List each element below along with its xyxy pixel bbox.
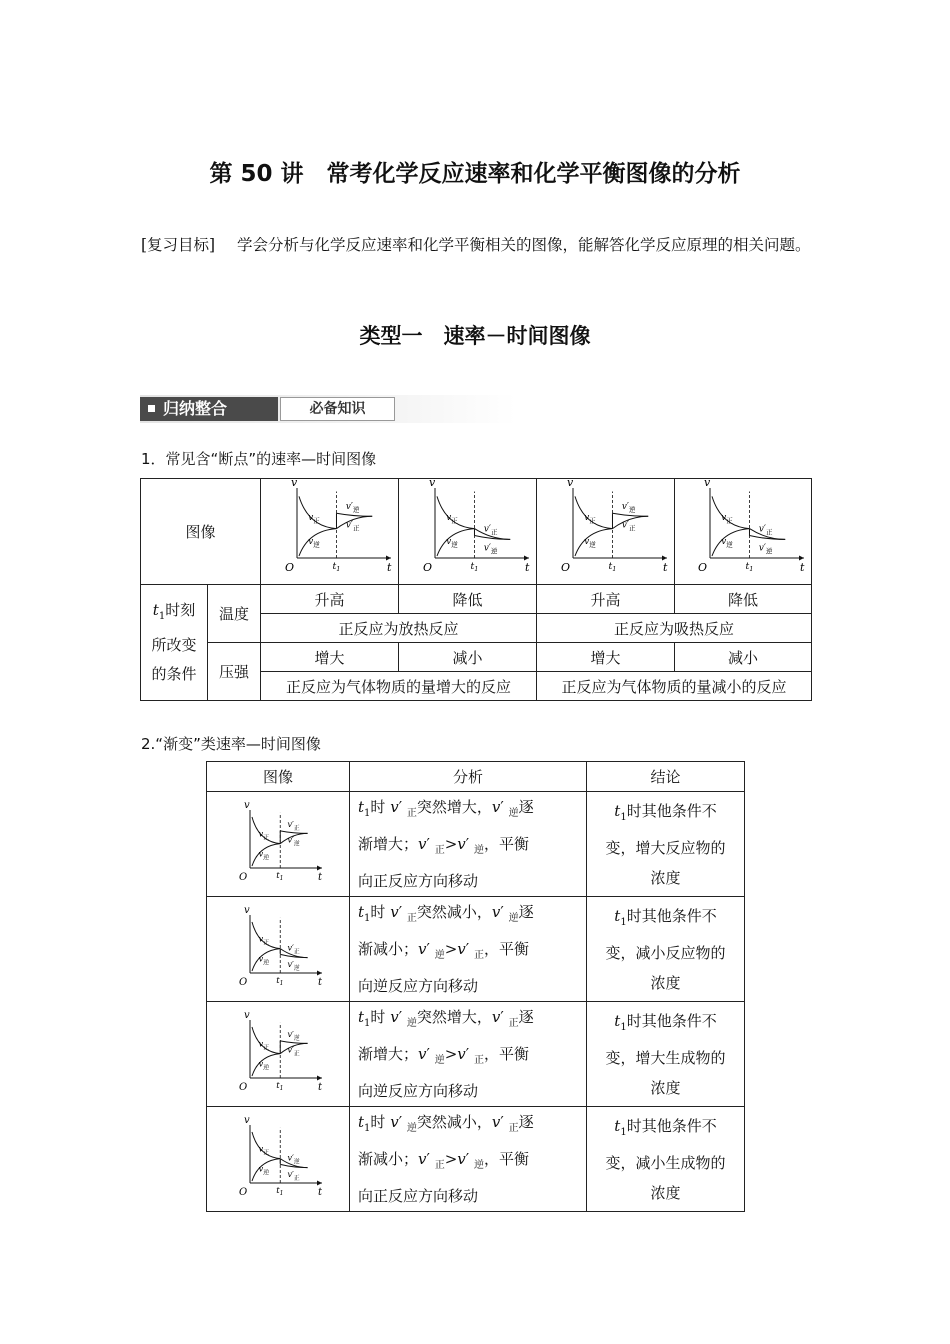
curve-label: $v_正$: [721, 512, 733, 525]
temperature-label: 温度: [208, 585, 261, 643]
x-arrow-icon: [317, 971, 322, 976]
curve-label: $v_逆$: [258, 1059, 270, 1072]
graph-cell: [207, 792, 350, 897]
origin-label: O: [239, 1187, 248, 1198]
temp-result: 正反应为放热反应: [261, 614, 537, 643]
origin-label: O: [698, 560, 708, 574]
section1-heading: 1．常见含“断点”的速率—时间图像: [141, 450, 377, 468]
curve-label: $v_逆$: [445, 536, 458, 549]
section-banner: [140, 395, 516, 423]
graph-cell: [399, 479, 537, 585]
x-arrow-icon: [524, 555, 529, 560]
x-arrow-icon: [662, 555, 667, 560]
curve-label: $v_正$: [258, 1039, 270, 1052]
conclusion-cell: $t_1$时其他条件不 变，增大生成物的 浓度: [587, 1002, 745, 1107]
header-conclusion: 结论: [587, 762, 745, 792]
graph-cell: [207, 1002, 350, 1107]
temp-value: 降低: [399, 585, 537, 614]
t-axis-label: t: [662, 560, 667, 574]
square-icon: [148, 405, 155, 412]
t-axis-label: t: [318, 977, 323, 988]
rate-time-graph: [228, 1010, 328, 1094]
v-axis-label: v: [290, 479, 297, 489]
rate-time-graph: [263, 480, 397, 580]
temp-value: 升高: [537, 585, 675, 614]
rate-time-graph: [401, 480, 535, 580]
graph-cell: [675, 479, 812, 585]
rate-time-graph: [228, 1115, 328, 1199]
pressure-result: 正反应为气体物质的量增大的反应: [261, 672, 537, 701]
rate-time-graph: [228, 905, 328, 989]
curve-label: $v_逆$: [258, 849, 270, 862]
curve-label: $v'_正$: [287, 1045, 300, 1058]
analysis-cell: $t_1$时 v′ $_正$突然减小，v′ $_逆$逐 渐减小；v′ $_逆$>v′ $_正$，平衡 向逆反应方向移动: [350, 897, 587, 1002]
v-axis-label: v: [428, 479, 435, 489]
curve-label: $v_正$: [258, 1144, 270, 1157]
v-axis-label: v: [244, 1115, 250, 1126]
t1-label: $t_1$: [276, 976, 284, 987]
t-axis-label: t: [386, 560, 391, 574]
analysis-cell: $t_1$时 v′ $_正$突然增大，v′ $_逆$逐 渐增大；v′ $_正$>v′ $_逆$，平衡 向正反应方向移动: [350, 792, 587, 897]
x-arrow-icon: [317, 866, 322, 871]
condition-label-line2: 所改变: [151, 636, 197, 654]
curve-label: $v'_正$: [287, 1169, 300, 1182]
v-axis-label: v: [244, 905, 250, 916]
conclusion-cell: $t_1$时其他条件不 变，增大反应物的 浓度: [587, 792, 745, 897]
t-axis-label: t: [318, 1082, 323, 1093]
origin-label: O: [284, 560, 294, 574]
analysis-cell: $t_1$时 v′ $_逆$突然减小，v′ $_正$逐 渐减小；v′ $_正$>v′ $_逆$，平衡 向正反应方向移动: [350, 1107, 587, 1212]
curve-label: $v'_逆$: [287, 959, 300, 972]
rate-time-graph: [228, 800, 328, 884]
curve-label: $v_逆$: [307, 536, 320, 549]
origin-label: O: [560, 560, 570, 574]
rate-time-graph: [539, 480, 673, 580]
t1-label: $t_1$: [469, 560, 478, 573]
pressure-value: 增大: [261, 643, 399, 672]
review-text: 学会分析与化学反应速率和化学平衡相关的图像，能解答化学反应原理的相关问题。: [236, 236, 811, 254]
v-axis-label: v: [566, 479, 573, 489]
temp-value: 升高: [261, 585, 399, 614]
v-axis-label: v: [704, 479, 711, 489]
curve-label: $v'_逆$: [621, 501, 635, 514]
breakpoint-table: [140, 478, 812, 701]
banner-dark-tab: [140, 397, 278, 421]
curve-label: $v'_正$: [345, 519, 359, 532]
curve-label: $v'_逆$: [345, 501, 359, 514]
condition-label-line3: 的条件: [151, 665, 197, 683]
review-tag: [复习目标]: [141, 236, 216, 254]
origin-label: O: [239, 872, 248, 883]
v-axis-label: v: [244, 800, 250, 811]
t1-label: $t_1$: [276, 1186, 284, 1197]
curve-label: $v'_正$: [483, 524, 497, 537]
temp-value: 降低: [675, 585, 812, 614]
x-arrow-icon: [386, 555, 391, 560]
pressure-label: 压强: [208, 643, 261, 701]
origin-label: O: [239, 977, 248, 988]
t1-label: $t_1$: [276, 1081, 284, 1092]
gradual-change-table: [206, 761, 745, 1212]
curve-label: $v'_逆$: [287, 1153, 300, 1166]
header-analysis: 分析: [350, 762, 587, 792]
t-axis-label: t: [318, 872, 323, 883]
pressure-result: 正反应为气体物质的量减小的反应: [537, 672, 812, 701]
curve-label: $v_正$: [258, 829, 270, 842]
condition-label-line1: 时刻: [165, 601, 196, 619]
banner-dark-label: 归纳整合: [163, 399, 228, 418]
page-title: 第 50 讲 常考化学反应速率和化学平衡图像的分析: [209, 161, 741, 187]
curve-label: $v'_逆$: [483, 543, 497, 556]
analysis-cell: $t_1$时 v′ $_逆$突然增大，v′ $_正$逐 渐增大；v′ $_逆$>v′ $_正$，平衡 向逆反应方向移动: [350, 1002, 587, 1107]
temp-result: 正反应为吸热反应: [537, 614, 812, 643]
condition-label-cell: $t_1$时刻 所改变 的条件: [141, 585, 208, 701]
t-axis-label: t: [524, 560, 529, 574]
t-axis-label: t: [318, 1187, 323, 1198]
t1-label: $t_1$: [276, 871, 284, 882]
curve-label: $v_逆$: [583, 536, 596, 549]
t1-label: $t_1$: [745, 560, 754, 573]
t1-label: $t_1$: [331, 560, 340, 573]
v-axis-label: v: [244, 1010, 250, 1021]
graph-cell: [261, 479, 399, 585]
curve-label: $v_逆$: [721, 536, 733, 549]
curve-label: $v_逆$: [258, 954, 270, 967]
pressure-value: 增大: [537, 643, 675, 672]
curve-label: $v'_正$: [621, 519, 635, 532]
pressure-value: 减小: [675, 643, 812, 672]
curve-label: $v'_正$: [287, 819, 300, 832]
x-arrow-icon: [799, 555, 804, 560]
conclusion-cell: $t_1$时其他条件不 变，减小生成物的 浓度: [587, 1107, 745, 1212]
origin-label: O: [239, 1082, 248, 1093]
curve-label: $v'_正$: [758, 524, 773, 537]
t-axis-label: t: [800, 560, 805, 574]
curve-label: $v'_正$: [287, 943, 300, 956]
graph-cell: [207, 897, 350, 1002]
x-arrow-icon: [317, 1181, 322, 1186]
graph-cell: [537, 479, 675, 585]
curve-label: $v_正$: [307, 512, 320, 525]
conclusion-cell: $t_1$时其他条件不 变，减小反应物的 浓度: [587, 897, 745, 1002]
curve-label: $v'_逆$: [287, 835, 300, 848]
image-label-cell: 图像: [141, 479, 261, 585]
rate-time-graph: [676, 480, 810, 580]
curve-label: $v_逆$: [258, 1164, 270, 1177]
t1-label: $t_1$: [607, 560, 616, 573]
curve-label: $v_正$: [445, 512, 458, 525]
curve-label: $v'_逆$: [758, 543, 773, 556]
x-arrow-icon: [317, 1076, 322, 1081]
type-title: 类型一 速率－时间图像: [359, 324, 591, 348]
graph-cell: [207, 1107, 350, 1212]
header-image: 图像: [207, 762, 350, 792]
origin-label: O: [422, 560, 432, 574]
curve-label: $v'_逆$: [287, 1029, 300, 1042]
curve-label: $v_正$: [258, 934, 270, 947]
banner-light-tab: 必备知识: [280, 397, 395, 421]
pressure-value: 减小: [399, 643, 537, 672]
curve-label: $v_正$: [583, 512, 596, 525]
section2-heading: 2.“渐变”类速率—时间图像: [141, 735, 321, 753]
review-objective: [141, 230, 813, 261]
